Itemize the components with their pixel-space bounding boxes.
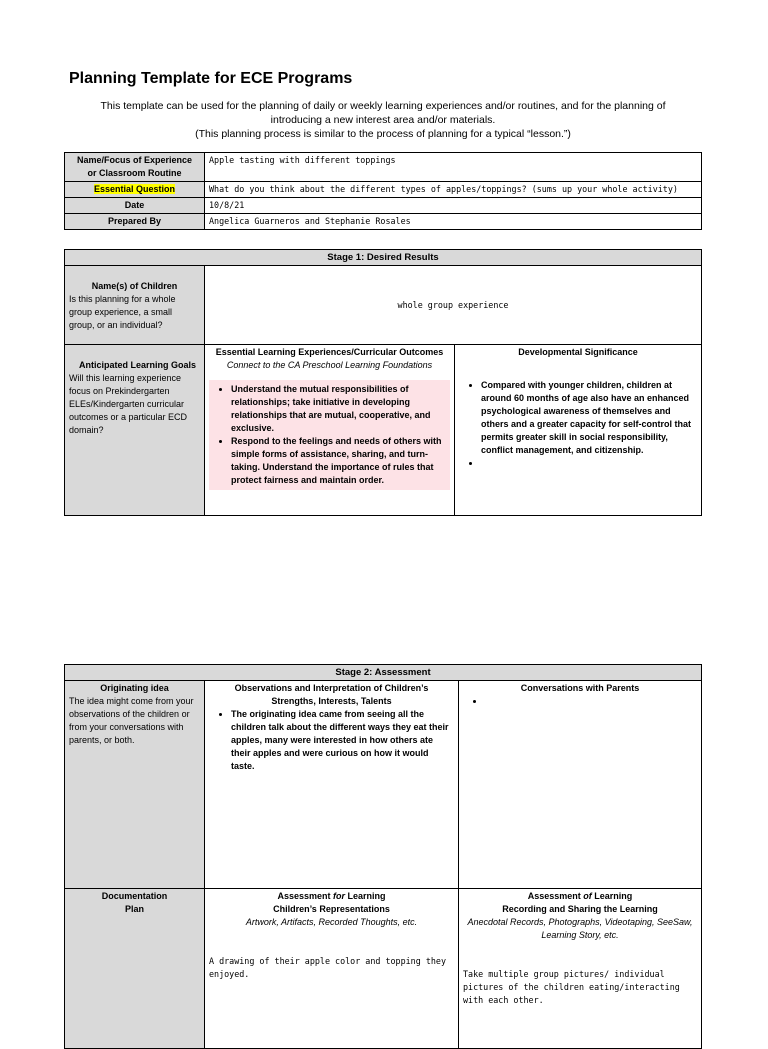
assessment-for-learning-value: A drawing of their apple color and topping they enjoyed. xyxy=(209,956,446,979)
developmental-significance-list xyxy=(459,379,697,470)
children-label-cell xyxy=(65,266,205,345)
intro-line: This template can be used for the planning of daily or weekly learning experiences and/or routines, and for the planning of xyxy=(100,100,666,112)
assessment-for-learning-title: Assessment for Learning Children’s Representations xyxy=(273,891,390,914)
assessment-of-learning-cell xyxy=(459,889,702,1049)
goals-desc: Will this learning experience focus on Prekindergarten ELEs/Kindergarten curricular outcomes or a particular ECD domain? xyxy=(69,373,188,435)
stage1-header: Stage 1: Desired Results xyxy=(65,250,702,266)
list-item xyxy=(485,695,697,708)
list-item: • Compared with younger children, children at around 60 months of age also have an enhanced psychological awareness of themselves and others and a greater capacity for self-control that permits greater skill in social responsibility, conflict management, and citizenship. xyxy=(481,379,697,457)
date-label: Date xyxy=(65,198,205,214)
conversations-list xyxy=(463,695,697,708)
documentation-plan-title: Documentation Plan xyxy=(101,891,168,914)
prepared-by-label: Prepared By xyxy=(65,214,205,230)
children-value: whole group experience xyxy=(205,266,702,345)
assessment-for-learning-subtitle: Artwork, Artifacts, Recorded Thoughts, etc. xyxy=(245,917,418,927)
observations-title: Observations and Interpretation of Children’s Strengths, Interests, Talents xyxy=(234,683,429,706)
children-title: Name(s) of Children xyxy=(91,281,178,291)
info-table xyxy=(64,152,702,230)
originating-idea-title: Originating idea xyxy=(100,683,169,693)
assessment-for-learning-cell xyxy=(205,889,459,1049)
goals-title: Anticipated Learning Goals xyxy=(79,360,197,370)
essential-learning-list xyxy=(209,383,448,487)
page-title: Planning Template for ECE Programs xyxy=(69,70,353,87)
list-item: • Understand the mutual responsibilities of relationships; take initiative in developing relationships that are mutual, cooperative, and exclusive. xyxy=(231,383,448,435)
originating-idea-desc: The idea might come from your observations of the children or from your conversations with parents, or both. xyxy=(69,696,194,745)
list-item: • Respond to the feelings and needs of others with simple forms of assistance, sharing, and turn-taking. Understand the importance of rules that protect fairness and maintain order. xyxy=(231,435,448,487)
children-desc: Is this planning for a whole group experience, a small group, or an individual? xyxy=(69,294,176,330)
essential-learning-subtitle: Connect to the CA Preschool Learning Foundations xyxy=(226,360,433,370)
observations-cell xyxy=(205,681,459,889)
stage2-header: Stage 2: Assessment xyxy=(65,665,702,681)
intro-line: (This planning process is similar to the process of planning for a typical “lesson.”) xyxy=(195,128,571,140)
date-value: 10/8/21 xyxy=(205,198,702,214)
conversations-cell xyxy=(459,681,702,889)
list-item xyxy=(481,457,697,470)
intro-line: introducing a new interest area and/or materials. xyxy=(270,114,496,126)
developmental-significance-title: Developmental Significance xyxy=(518,347,638,357)
essential-question-value: What do you think about the different types of apples/toppings? (sums up your whole activity) xyxy=(205,182,702,198)
conversations-title: Conversations with Parents xyxy=(520,683,640,693)
intro-text xyxy=(64,99,702,141)
list-item: • The originating idea came from seeing all the children talk about the different ways they eat their apples, many were interested in how others ate their apples and were curious on how it would taste. xyxy=(231,708,454,773)
name-focus-value: Apple tasting with different toppings xyxy=(205,153,702,182)
essential-learning-highlight xyxy=(209,380,450,490)
stage2-table xyxy=(64,664,702,1049)
prepared-by-value: Angelica Guarneros and Stephanie Rosales xyxy=(205,214,702,230)
assessment-of-learning-value: Take multiple group pictures/ individual pictures of the children eating/interacting with each other. xyxy=(463,969,680,1005)
essential-learning-cell xyxy=(205,345,455,516)
name-focus-label: Name/Focus of Experience or Classroom Routine xyxy=(65,153,205,182)
essential-question-label: Essential Question xyxy=(65,182,205,198)
goals-label-cell xyxy=(65,345,205,516)
essential-learning-title: Essential Learning Experiences/Curricular Outcomes xyxy=(215,347,444,357)
stage1-table xyxy=(64,249,702,516)
assessment-of-learning-subtitle: Anecdotal Records, Photographs, Videotaping, SeeSaw, Learning Story, etc. xyxy=(467,917,693,940)
observations-list xyxy=(209,708,454,773)
developmental-significance-cell xyxy=(455,345,702,516)
documentation-plan-cell xyxy=(65,889,205,1049)
assessment-of-learning-title: Assessment of Learning Recording and Sharing the Learning xyxy=(502,891,658,914)
originating-idea-cell xyxy=(65,681,205,889)
